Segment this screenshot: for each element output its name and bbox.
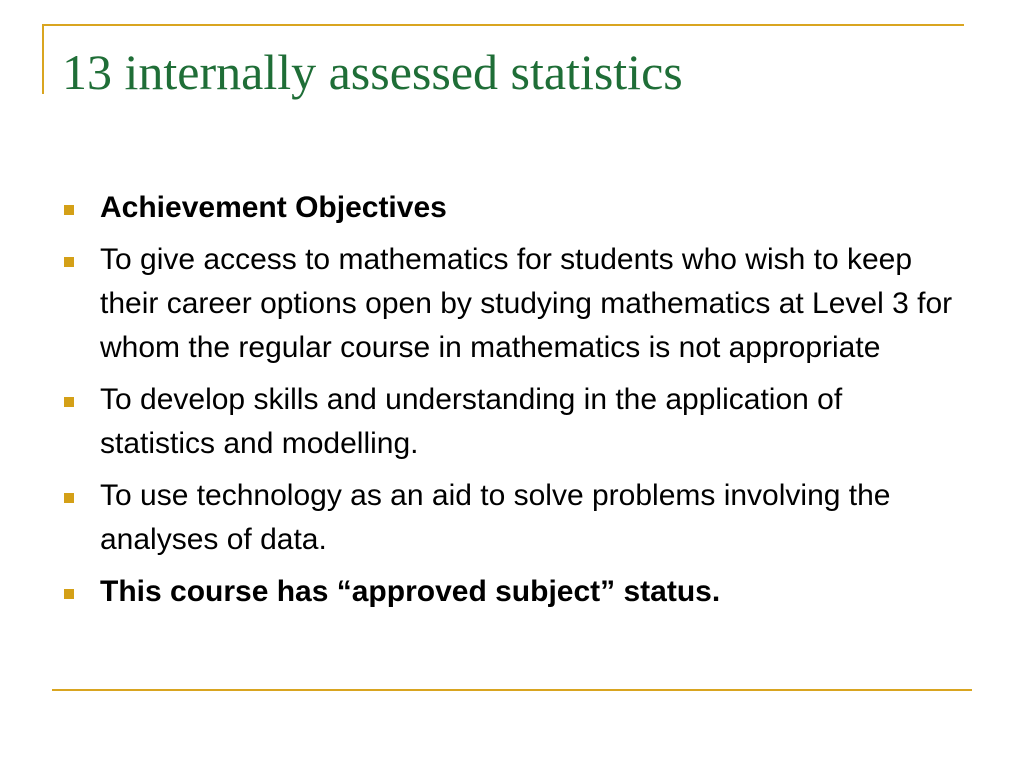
square-bullet-icon bbox=[64, 257, 74, 267]
bullet-item-access bbox=[64, 238, 964, 370]
square-bullet-icon bbox=[64, 589, 74, 599]
bullet-text: This course has “approved subject” status. bbox=[100, 575, 721, 608]
bullet-list bbox=[64, 186, 964, 622]
bullet-text: To develop skills and understanding in the application of statistics and modelling. bbox=[100, 383, 843, 460]
bullet-item-approved-status bbox=[64, 570, 964, 614]
bullet-text: To use technology as an aid to solve problems involving the analyses of data. bbox=[100, 479, 891, 556]
square-bullet-icon bbox=[64, 493, 74, 503]
bullet-item-achievement-objectives bbox=[64, 186, 964, 230]
bullet-item-technology bbox=[64, 474, 964, 562]
top-divider bbox=[42, 24, 964, 26]
bullet-text: To give access to mathematics for students who wish to keep their career options open by studying mathematics at Level 3 for whom the regular course in mathematics is not appropriate bbox=[100, 243, 953, 364]
square-bullet-icon bbox=[64, 205, 74, 215]
left-divider bbox=[42, 24, 44, 94]
square-bullet-icon bbox=[64, 397, 74, 407]
bullet-text: Achievement Objectives bbox=[100, 191, 447, 224]
bottom-divider bbox=[52, 689, 972, 691]
slide-title: 13 internally assessed statistics bbox=[62, 44, 683, 100]
bullet-item-skills bbox=[64, 378, 964, 466]
